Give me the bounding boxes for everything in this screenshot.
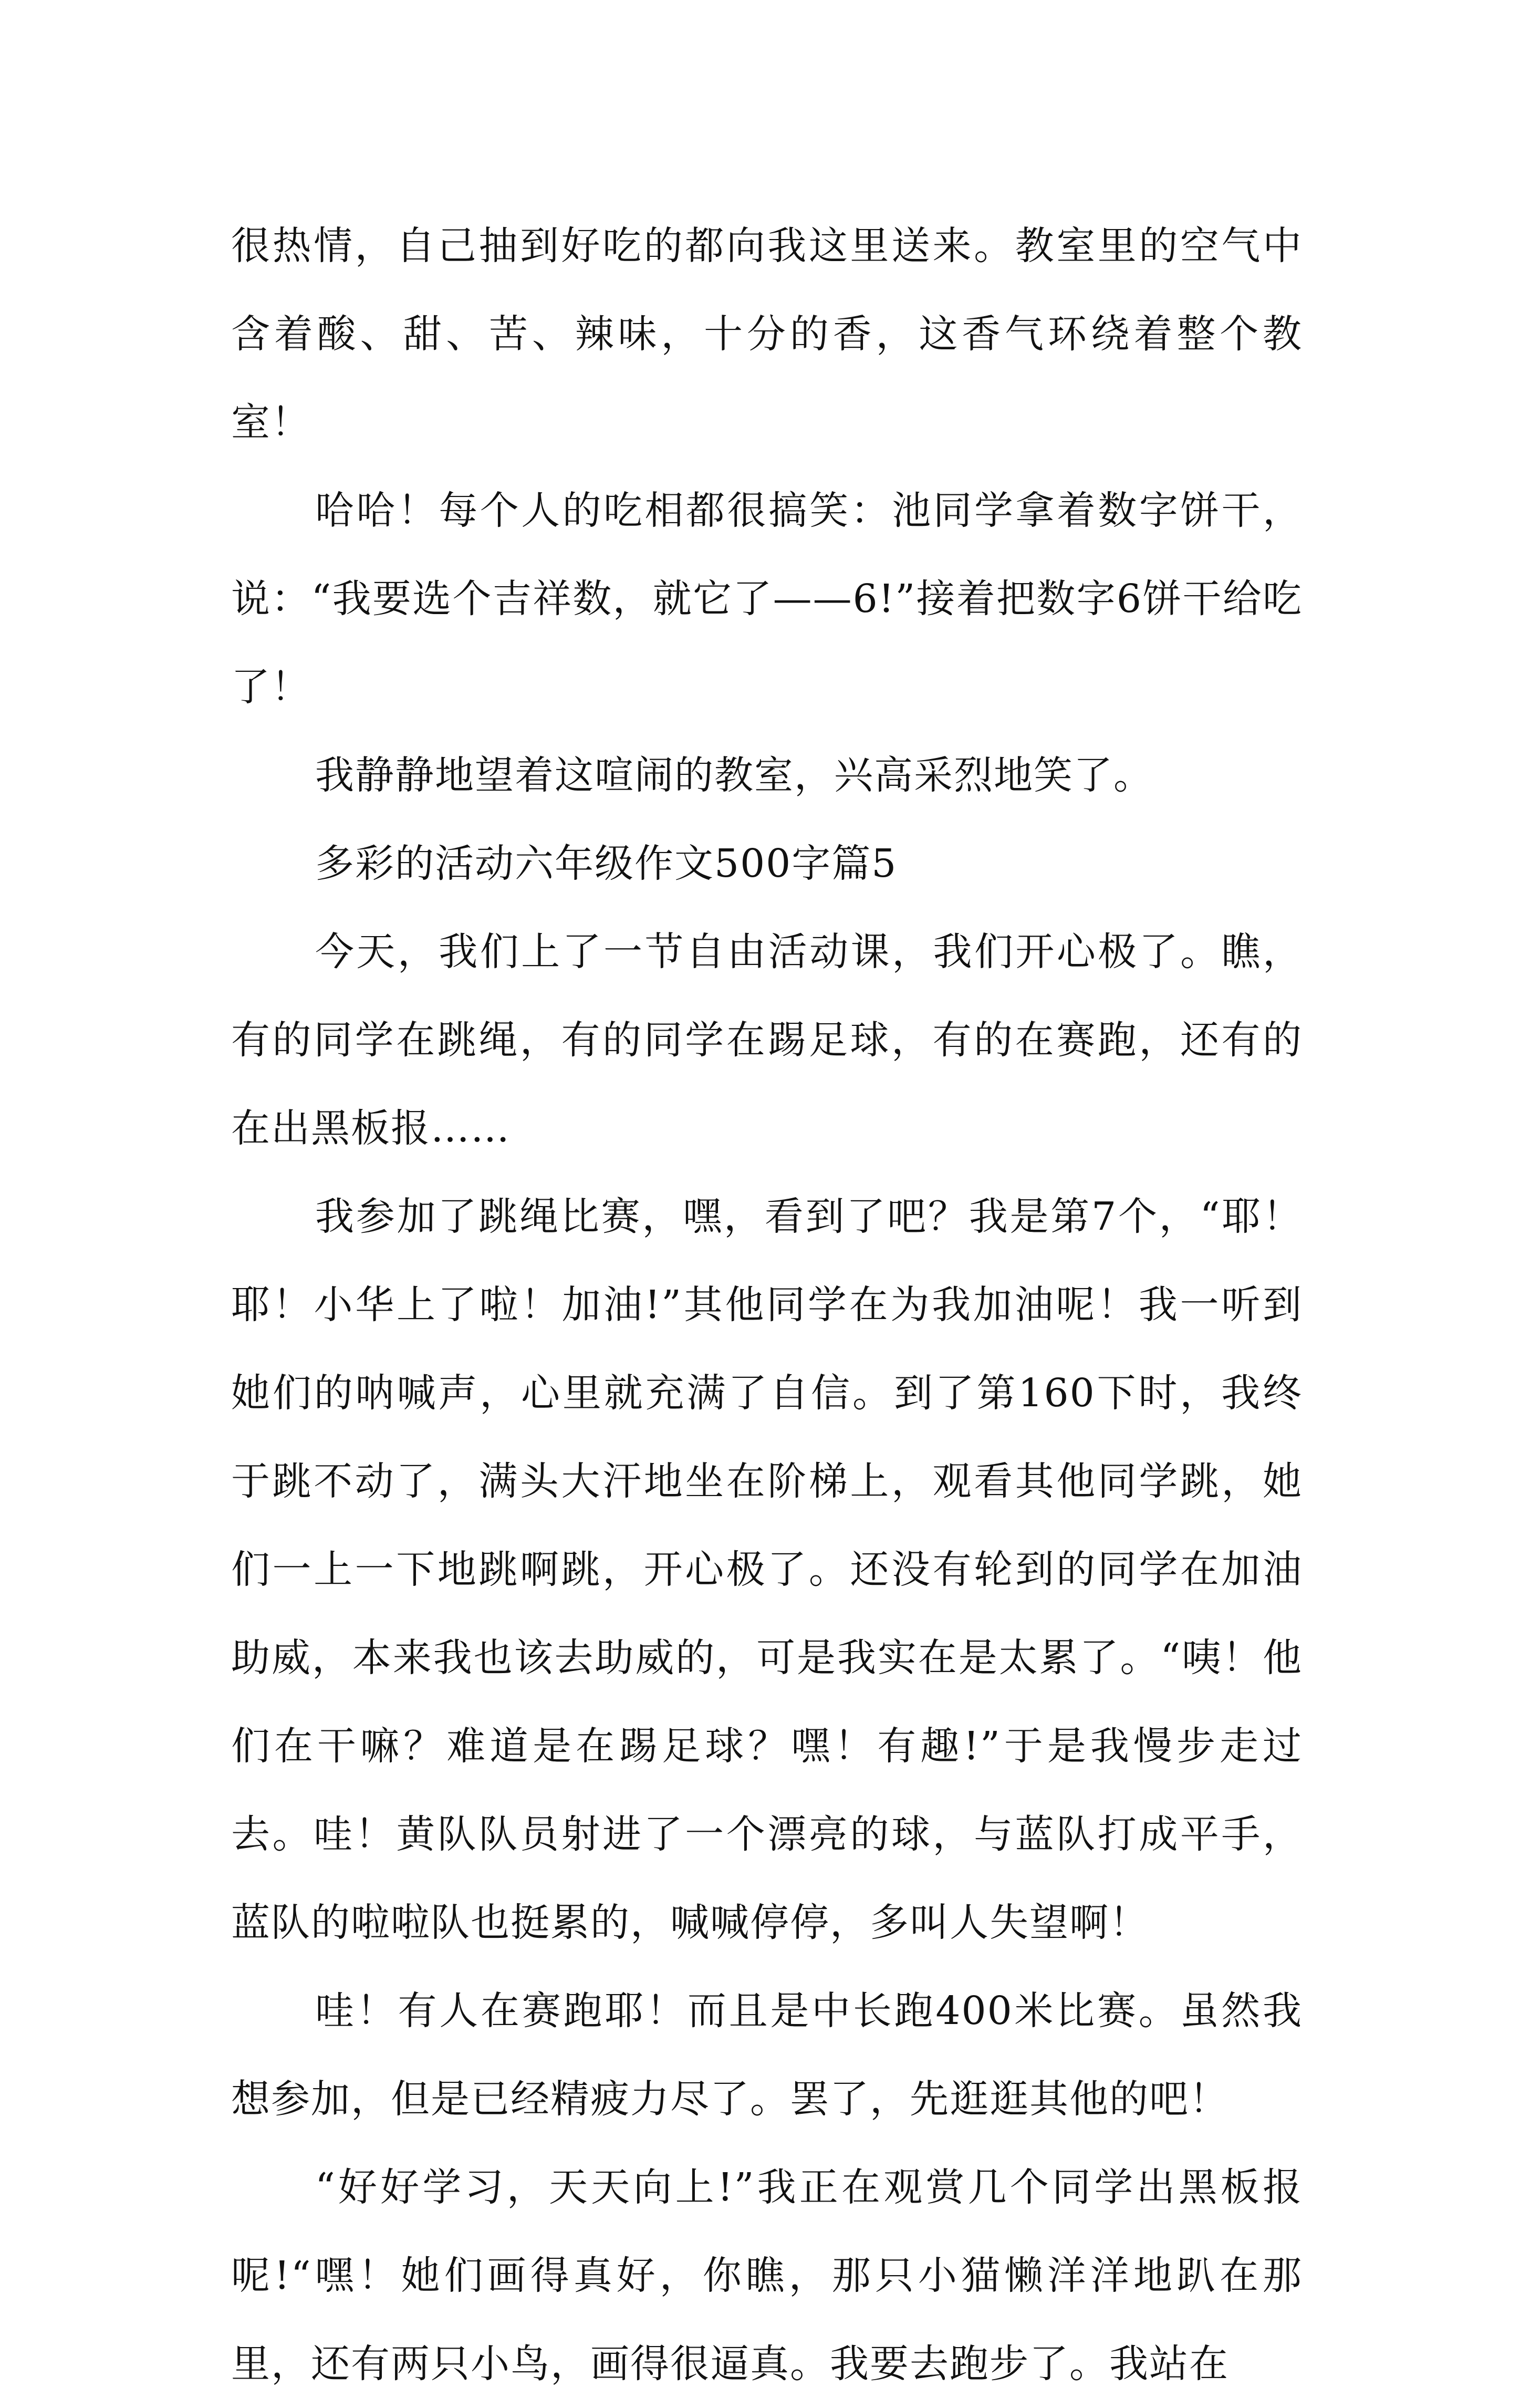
essay-body bbox=[231, 202, 1303, 2408]
paragraph-running: 哇！有人在赛跑耶！而且是中长跑400米比赛。虽然我想参加，但是已经精疲力尽了。罢了，先逛逛其他的吧！ bbox=[231, 1988, 1303, 2122]
paragraph-blackboard: “好好学习，天天向上!”我正在观赏几个同学出黑板报呢!“嘿！她们画得真好，你瞧，那只小猫懒洋洋地趴在那里，还有两只小鸟，画得很逼真。我要去跑步了。我站在 bbox=[231, 2165, 1303, 2386]
essay-title: 多彩的活动六年级作文500字篇5 bbox=[315, 841, 898, 886]
paragraph-haha: 哈哈！每个人的吃相都很搞笑：池同学拿着数字饼干，说：“我要选个吉祥数，就它了——6!”接着把数字6饼干给吃了！ bbox=[231, 488, 1303, 710]
paragraph-continuation: 很热情，自己抽到好吃的都向我这里送来。教室里的空气中含着酸、甜、苦、辣味，十分的香，这香气环绕着整个教室！ bbox=[231, 223, 1303, 445]
paragraph-jump-rope: 我参加了跳绳比赛，嘿，看到了吧？我是第7个，“耶！耶！小华上了啦！加油!”其他同学在为我加油呢！我一听到她们的呐喊声，心里就充满了自信。到了第160下时，我终于跳不动了，满头大汗地坐在阶梯上，观看其他同学跳，她们一上一下地跳啊跳，开心极了。还没有轮到的同学在加油助威，本来我也该去助威的，可是我实在是太累了。“咦！他们在干嘛？难道是在踢足球？嘿！有趣!”于是我慢步走过去。哇！黄队队员射进了一个漂亮的球，与蓝队打成平手，蓝队的啦啦队也挺累的，喊喊停停，多叫人失望啊！ bbox=[231, 1194, 1303, 1945]
paragraph-quiet-classroom: 我静静地望着这喧闹的教室，兴高采烈地笑了。 bbox=[315, 753, 1153, 798]
paragraph-free-activity: 今天，我们上了一节自由活动课，我们开心极了。瞧，有的同学在跳绳，有的同学在踢足球，有的在赛跑，还有的在出黑板报…… bbox=[231, 929, 1303, 1151]
